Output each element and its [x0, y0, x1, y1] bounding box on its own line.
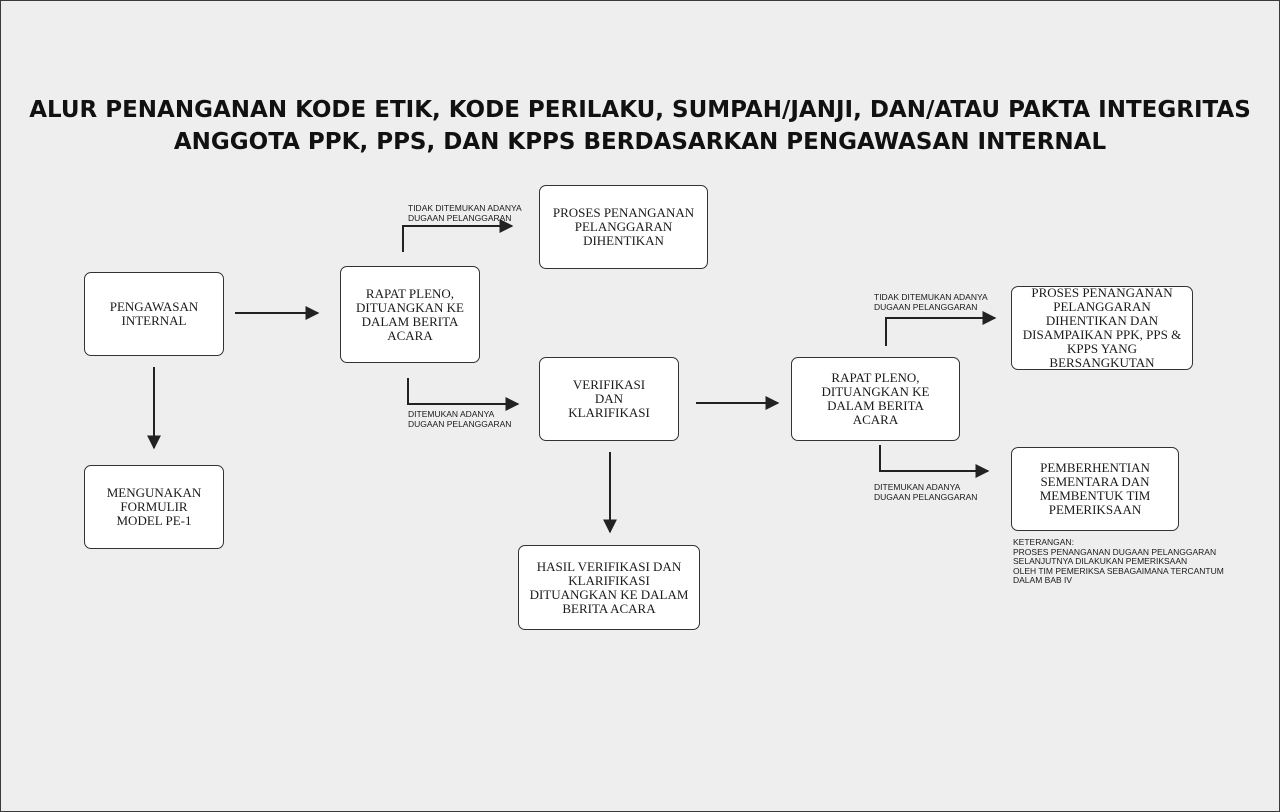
edge-label-ditemukan-1: DITEMUKAN ADANYA DUGAAN PELANGGARAN: [408, 409, 512, 429]
node-pemberhentian-sementara-text: PEMBERHENTIAN SEMENTARA DAN MEMBENTUK TIM PEMERIKSAAN: [1039, 460, 1151, 517]
node-proses-dihentikan-1-text: PROSES PENANGANAN PELANGGARAN DIHENTIKAN: [552, 205, 695, 248]
edge-label-tidak-ditemukan-1: TIDAK DITEMUKAN ADANYA DUGAAN PELANGGARAN: [408, 203, 522, 223]
keterangan-note: [1013, 538, 1224, 586]
node-proses-dihentikan-1: [539, 185, 708, 269]
node-rapat-pleno-2-text: RAPAT PLENO, DITUANGKAN KE DALAM BERITA ACARA: [821, 370, 930, 427]
node-formulir-pe1-text: MENGUNAKAN FORMULIR MODEL PE-1: [106, 485, 202, 528]
node-verifikasi-klarifikasi: [539, 357, 679, 441]
node-pengawasan-internal: [84, 272, 224, 356]
keterangan-line: SELANJUTNYA DILAKUKAN PEMERIKSAAN: [1013, 556, 1188, 566]
node-hasil-verifikasi-text: HASIL VERIFIKASI DAN KLARIFIKASI DITUANGKAN KE DALAM BERITA ACARA: [529, 558, 689, 616]
title-line-2: ANGGOTA PPK, PPS, DAN KPPS BERDASARKAN PENGAWASAN INTERNAL: [173, 129, 1107, 155]
keterangan-line: PROSES PENANGANAN DUGAAN PELANGGARAN: [1013, 546, 1217, 557]
node-proses-dihentikan-2: [1011, 286, 1193, 370]
node-rapat-pleno-1: [340, 266, 480, 363]
keterangan-line: OLEH TIM PEMERIKSA SEBAGAIMANA TERCANTUM: [1013, 565, 1224, 576]
node-pemberhentian-sementara: [1011, 447, 1179, 531]
edge-label-ditemukan-2: DITEMUKAN ADANYA DUGAAN PELANGGARAN: [874, 482, 978, 502]
edge-label-tidak-ditemukan-2: TIDAK DITEMUKAN ADANYA DUGAAN PELANGGARAN: [874, 292, 988, 312]
keterangan-line: DALAM BAB IV: [1013, 575, 1073, 585]
arrow-rapat1-to-proses1: [403, 226, 512, 252]
node-proses-dihentikan-2-text: PROSES PENANGANAN PELANGGARAN DIHENTIKAN DAN DISAMPAIKAN PPK, PPS & KPPS YANG BERSANGKUTAN: [1022, 285, 1182, 370]
arrow-rapat2-to-proses2: [886, 318, 995, 346]
node-pengawasan-internal-text: PENGAWASAN INTERNAL: [109, 299, 199, 328]
title-line-1: ALUR PENANGANAN KODE ETIK, KODE PERILAKU, SUMPAH/JANJI, DAN/ATAU PAKTA INTEGRITAS: [29, 97, 1251, 123]
node-rapat-pleno-1-text: RAPAT PLENO, DITUANGKAN KE DALAM BERITA ACARA: [356, 285, 464, 343]
node-hasil-verifikasi: [518, 545, 700, 630]
keterangan-heading: KETERANGAN:: [1013, 537, 1074, 547]
node-formulir-pe1: [84, 465, 224, 549]
node-verifikasi-klarifikasi-text: VERIFIKASI DAN KLARIFIKASI: [568, 377, 650, 420]
arrow-rapat2-to-pemberhentian: [880, 445, 988, 471]
arrow-rapat1-to-verifikasi: [408, 378, 518, 404]
node-rapat-pleno-2: [791, 357, 960, 441]
